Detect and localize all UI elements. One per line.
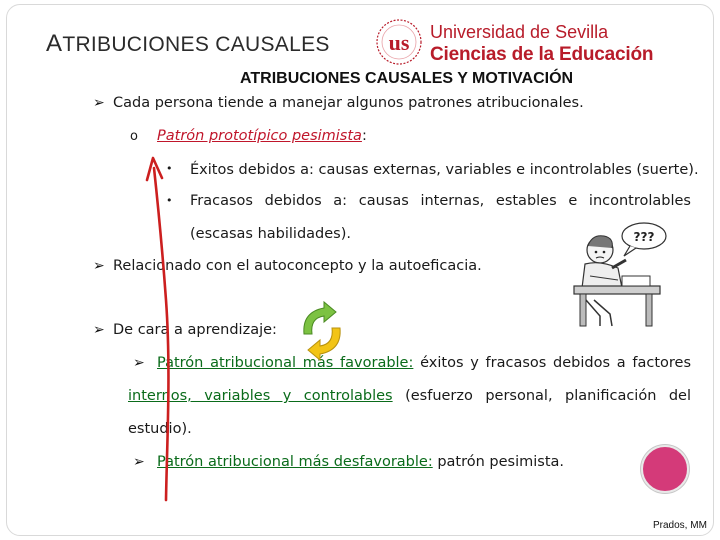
speech-bubble-text: ???: [633, 230, 655, 244]
sub-bullet-2-line1: Fracasos debidos a: causas internas, estables e incontrolables: [190, 193, 691, 209]
arrow-bullet-icon: ➢: [133, 454, 145, 470]
pink-circle-decoration: [641, 445, 689, 493]
arrow-bullet-icon: ➢: [93, 322, 105, 338]
svg-text:us: us: [388, 30, 410, 55]
author-credit: Prados, MM: [653, 520, 707, 531]
arrow-bullet-icon: ➢: [133, 355, 145, 371]
favorable-label: Patrón atribucional más favorable:: [157, 355, 414, 371]
pattern-colon: :: [361, 128, 367, 144]
arrow-bullet-icon: ➢: [93, 258, 105, 274]
pattern-heading: [157, 128, 367, 144]
unfavorable-label: Patrón atribucional más desfavorable:: [157, 454, 433, 470]
bullet-text-2: Relacionado con el autoconcepto y la autoeficacia.: [113, 258, 482, 274]
dot-bullet-icon: •: [166, 194, 173, 207]
unfavorable-line: [157, 454, 564, 470]
favorable-line2: [128, 388, 691, 404]
sub-bullet-1: Éxitos debidos a: causas externas, variables e incontrolables (suerte).: [190, 162, 699, 178]
favorable-green-text: internos, variables y controlables: [128, 388, 393, 404]
arrow-bullet-icon: ➢: [93, 95, 105, 111]
university-seal-icon: [374, 18, 424, 66]
favorable-text: éxitos y fracasos debidos a factores: [420, 355, 691, 371]
university-logo: [370, 14, 675, 70]
favorable-line3: estudio).: [128, 421, 192, 437]
pattern-label: Patrón prototípico pesimista: [157, 128, 362, 144]
favorable-rest-text: (esfuerzo personal, planificación del: [405, 388, 692, 404]
logo-line1: Universidad de Sevilla: [430, 22, 609, 42]
title-initial: A: [46, 30, 63, 57]
unfavorable-text: patrón pesimista.: [437, 454, 564, 470]
title-rest: TRIBUCIONES CAUSALES: [62, 33, 330, 56]
bullet-text-1: Cada persona tiende a manejar algunos patrones atribucionales.: [113, 95, 584, 111]
sub-bullet-2-line2: (escasas habilidades).: [190, 226, 351, 242]
slide-header-title: [46, 30, 330, 58]
dot-bullet-icon: •: [166, 162, 173, 175]
logo-line2: Ciencias de la Educación: [430, 44, 654, 65]
cycle-arrows-icon: [290, 300, 354, 362]
favorable-line1: [157, 355, 691, 371]
bullet-text-3: De cara a aprendizaje:: [113, 322, 277, 338]
confused-student-illustration: [560, 216, 668, 330]
slide-subtitle: ATRIBUCIONES CAUSALES Y MOTIVACIÓN: [240, 70, 574, 87]
circle-bullet-icon: o: [130, 129, 138, 144]
